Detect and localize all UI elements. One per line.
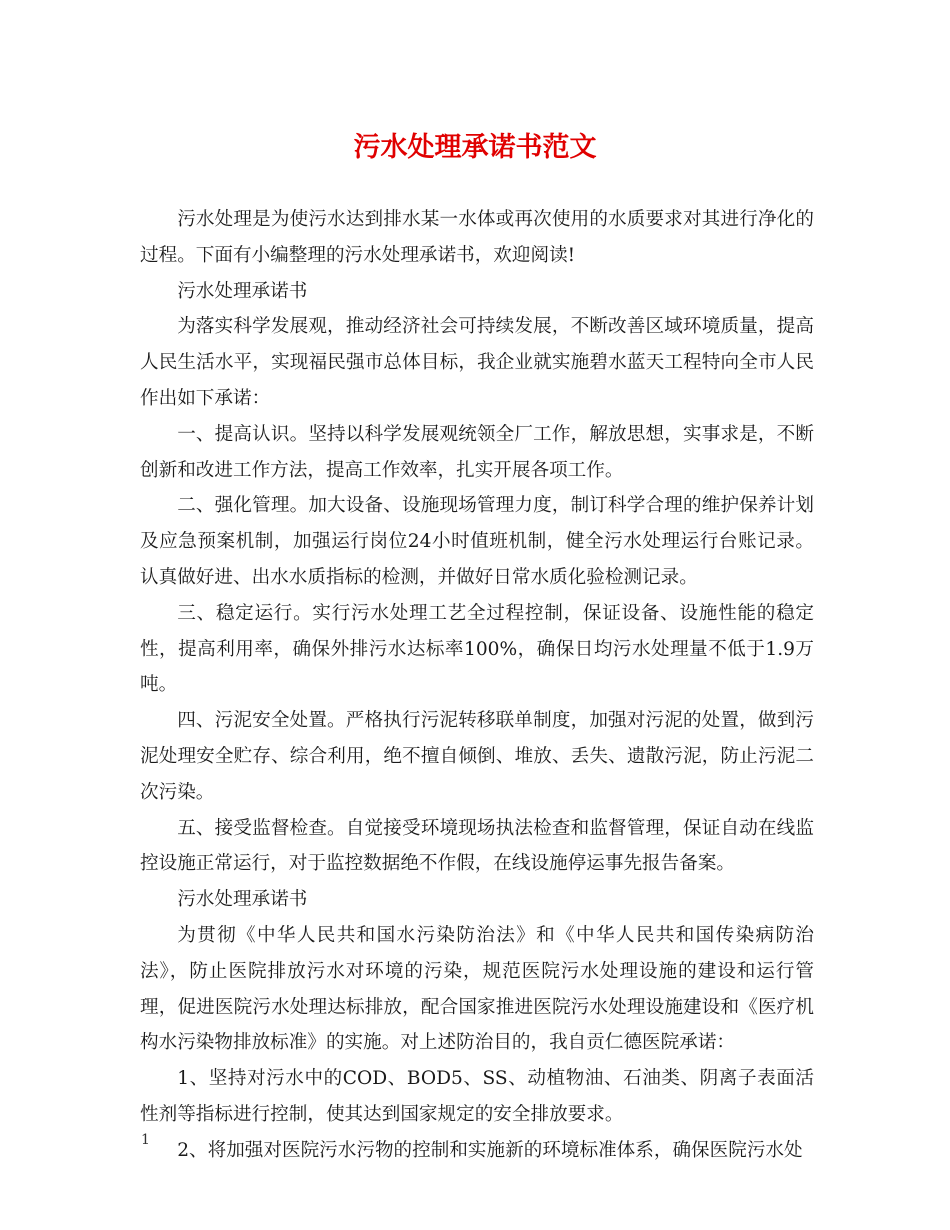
- body-paragraph: 1、坚持对污水中的COD、BOD5、SS、动植物油、石油类、阴离子表面活性剂等指标进行控制，使其达到国家规定的安全排放要求。: [140, 1068, 814, 1125]
- section-heading: 污水处理承诺书: [177, 280, 308, 302]
- body-paragraph: 2、将加强对医院污水污物的控制和实施新的环境标准体系，确保医院污水处: [177, 1139, 803, 1161]
- document-body: [140, 202, 814, 1169]
- body-paragraph: 一、提高认识。坚持以科学发展观统领全厂工作，解放思想，实事求是，不断创新和改进工作方法，提高工作效率，扎实开展各项工作。: [140, 423, 814, 481]
- body-paragraph: 为贯彻《中华人民共和国水污染防治法》和《中华人民共和国传染病防治法》，防止医院排放污水对环境的污染，规范医院污水处理设施的建设和运行管理，促进医院污水处理达标排放，配合国家推进医院污水处理设施建设和《医疗机构水污染物排放标准》的实施。对上述防治目的，我自贡仁德医院承诺：: [140, 924, 814, 1054]
- intro-paragraph: 污水处理是为使污水达到排水某一水体或再次使用的水质要求对其进行净化的过程。下面有小编整理的污水处理承诺书，欢迎阅读!: [140, 209, 814, 266]
- section-heading: 污水处理承诺书: [177, 889, 308, 911]
- body-paragraph: 二、强化管理。加大设备、设施现场管理力度，制订科学合理的维护保养计划及应急预案机制，加强运行岗位24小时值班机制，健全污水处理运行台账记录。认真做好进、出水水质指标的检测，并做好日常水质化验检测记录。: [140, 495, 814, 588]
- document-title: 污水处理承诺书范文: [353, 132, 597, 163]
- body-paragraph: 五、接受监督检查。自觉接受环境现场执法检查和监督管理，保证自动在线监控设施正常运行，对于监控数据绝不作假，在线设施停运事先报告备案。: [140, 817, 814, 875]
- body-paragraph: 为落实科学发展观，推动经济社会可持续发展，不断改善区域环境质量，提高人民生活水平，实现福民强市总体目标，我企业就实施碧水蓝天工程特向全市人民作出如下承诺：: [140, 316, 814, 409]
- page-number: 1: [141, 1132, 150, 1148]
- body-paragraph: 三、稳定运行。实行污水处理工艺全过程控制，保证设备、设施性能的稳定性，提高利用率，确保外排污水达标率100%，确保日均污水处理量不低于1.9万吨。: [140, 602, 814, 696]
- body-paragraph: 四、污泥安全处置。严格执行污泥转移联单制度，加强对污泥的处置，做到污泥处理安全贮存、综合利用，绝不擅自倾倒、堆放、丢失、遗散污泥，防止污泥二次污染。: [140, 710, 814, 803]
